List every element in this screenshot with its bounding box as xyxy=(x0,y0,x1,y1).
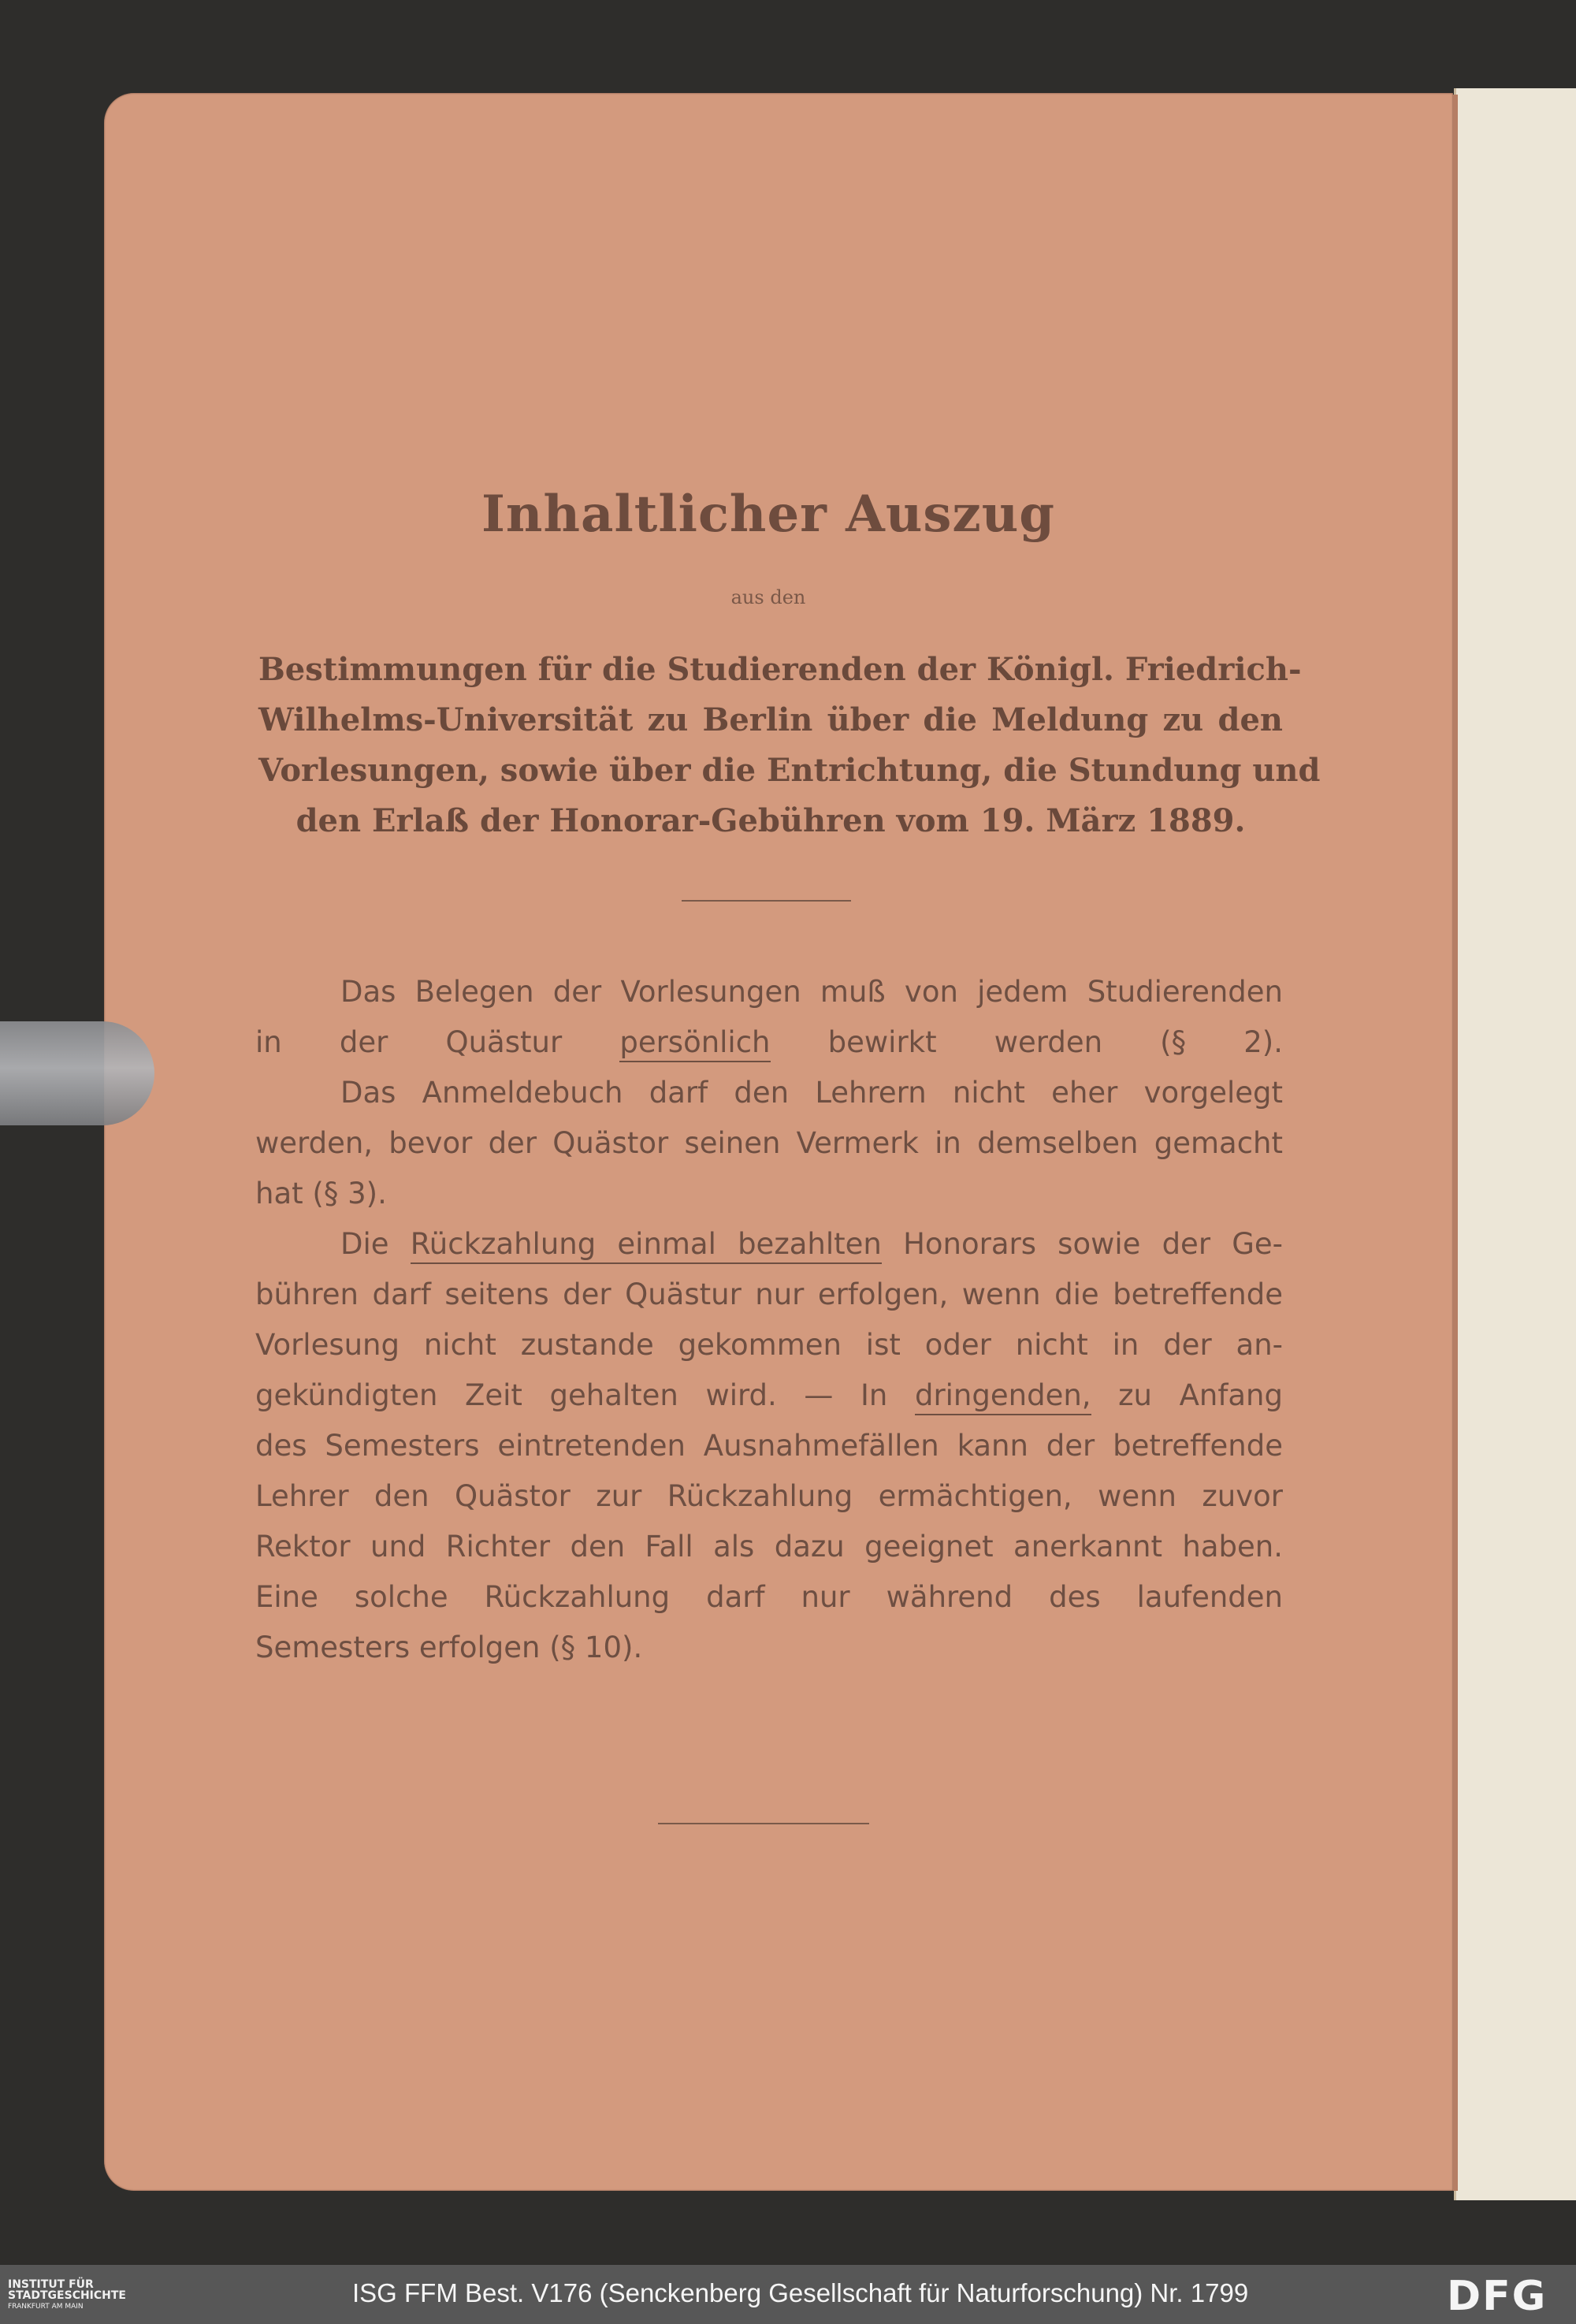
page-subtitle: aus den xyxy=(730,586,806,608)
text-line xyxy=(255,1219,1283,1270)
heading-line: Wilhelms-Universität zu Berlin über die Meldung zu den xyxy=(258,701,1283,738)
dfg-logo: DFG xyxy=(1447,2273,1548,2320)
document-heading xyxy=(258,645,1321,846)
text-line: Rektor und Richter den Fall als dazu geeignet anerkannt haben. xyxy=(255,1530,1283,1564)
text-line xyxy=(255,1017,1283,1068)
archive-caption: ISG FFM Best. V176 (Senckenberg Gesellschaft für Naturforschung) Nr. 1799 xyxy=(352,2278,1249,2307)
text-fragment: in der Quästur xyxy=(255,1025,563,1059)
text-fragment: zu Anfang xyxy=(1118,1378,1283,1412)
text-line: werden, bevor der Quästor seinen Vermerk in demselben gemacht xyxy=(255,1126,1283,1160)
text-fragment: Honorars sowie der Ge- xyxy=(903,1227,1283,1261)
logo-text: STADTGESCHICHTE xyxy=(8,2289,126,2302)
page-title: Inhaltlicher Auszug xyxy=(481,485,1056,544)
divider-rule xyxy=(658,1823,869,1824)
text-line: Das Anmeldebuch darf den Lehrern nicht eher vorgelegt xyxy=(340,1076,1283,1110)
text-fragment: gekündigten Zeit gehalten wird. — In xyxy=(255,1378,888,1412)
institute-logo xyxy=(8,2279,126,2312)
heading-line: den Erlaß der Honorar-Gebühren vom 19. März 1889. xyxy=(296,802,1246,839)
text-fragment: bewirkt werden (§ 2). xyxy=(827,1025,1283,1059)
text-line: Lehrer den Quästor zur Rückzahlung ermächtigen, wenn zuvor xyxy=(255,1479,1283,1513)
text-line: Eine solche Rückzahlung darf nur während des laufenden xyxy=(255,1580,1283,1614)
logo-text: INSTITUT FÜR xyxy=(8,2278,94,2291)
divider-rule xyxy=(682,900,851,902)
underlined-text: persönlich xyxy=(619,1025,770,1062)
text-fragment: Die xyxy=(340,1227,389,1261)
text-line: bühren darf seitens der Quästur nur erfolgen, wenn die betreffende xyxy=(255,1277,1283,1311)
heading-line: Bestimmungen für die Studierenden der Königl. Friedrich- xyxy=(258,651,1302,688)
footer-bar xyxy=(0,2265,1576,2324)
paper-clip xyxy=(0,1021,154,1125)
text-line: hat (§ 3). xyxy=(255,1177,387,1210)
text-line: des Semesters eintretenden Ausnahmefällen kann der betreffende xyxy=(255,1429,1283,1463)
adjacent-page xyxy=(1454,88,1576,2200)
text-line: Vorlesung nicht zustande gekommen ist oder nicht in der an- xyxy=(255,1328,1283,1362)
text-line xyxy=(255,1370,1283,1421)
body-text xyxy=(255,967,1283,1673)
underlined-text: Rückzahlung einmal bezahlten xyxy=(411,1227,882,1264)
text-line: Das Belegen der Vorlesungen muß von jedem Studierenden xyxy=(340,975,1283,1009)
logo-text: FRANKFURT AM MAIN xyxy=(8,2303,84,2311)
heading-line: Vorlesungen, sowie über die Entrichtung, die Stundung und xyxy=(258,752,1321,789)
text-line: Semesters erfolgen (§ 10). xyxy=(255,1631,643,1664)
underlined-text: dringenden, xyxy=(915,1378,1091,1415)
